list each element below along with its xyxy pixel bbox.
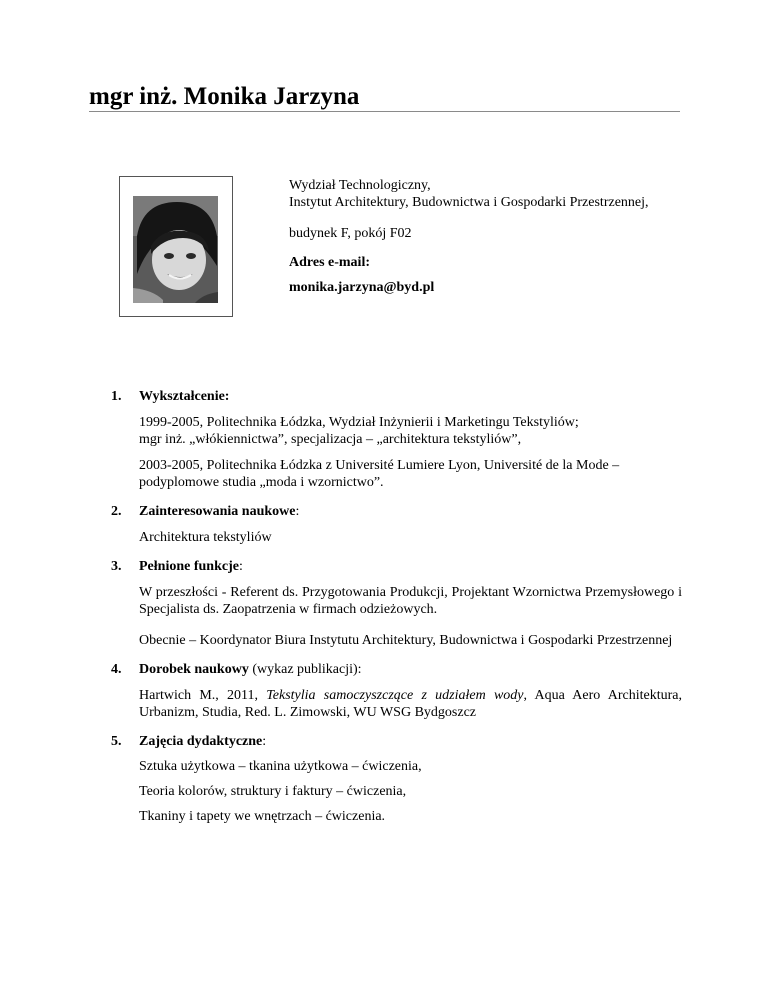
publication-details: , Aqua Aero Architektura, Urbanizm, Studia, Red. L. Zimowski, WU WSG Bydgoszcz (139, 688, 682, 720)
publication-title: Tekstylia samoczyszczące z udziałem wody (266, 688, 524, 703)
section-publications (111, 661, 682, 721)
education-entry (139, 414, 682, 448)
course-item: Sztuka użytkowa – tkanina użytkowa – ćwiczenia, (139, 759, 422, 774)
faculty-name: Wydział Technologiczny, (289, 178, 431, 193)
cv-sections (111, 388, 682, 837)
section-heading: Wykształcenie: (139, 389, 230, 404)
institute-name: Instytut Architektury, Budownictwa i Gospodarki Przestrzennej, (289, 195, 649, 210)
section-heading (139, 558, 682, 575)
section-functions (111, 558, 682, 649)
portrait-photo (133, 196, 218, 303)
publication-author: Hartwich M., 2011, (139, 688, 267, 703)
section-heading (139, 733, 682, 750)
page-title: mgr inż. Monika Jarzyna (89, 83, 360, 110)
education-line: 2003-2005, Politechnika Łódzka z Université Lumiere Lyon, Université de la Mode – (139, 458, 620, 473)
section-heading-suffix: (wykaz publikacji): (248, 662, 362, 677)
education-entry (139, 457, 682, 491)
section-education (111, 388, 682, 491)
section-research-interests (111, 503, 682, 546)
education-line: 1999-2005, Politechnika Łódzka, Wydział Inżynierii i Marketingu Tekstyliów; (139, 415, 579, 430)
research-interest: Architektura tekstyliów (139, 530, 272, 545)
section-heading-suffix: : (295, 504, 300, 519)
section-teaching (111, 733, 682, 825)
course-item: Tkaniny i tapety we wnętrzach – ćwiczenia. (139, 809, 386, 824)
section-heading (139, 661, 682, 678)
section-heading-suffix: : (262, 734, 267, 749)
section-number: 3. (111, 559, 122, 574)
education-line: podyplomowe studia „moda i wzornictwo”. (139, 475, 384, 490)
section-heading-suffix: : (238, 559, 243, 574)
title-divider (89, 111, 680, 112)
section-heading-text: Zainteresowania naukowe (139, 504, 296, 519)
function-current: Obecnie – Koordynator Biura Instytutu Architektury, Budownictwa i Gospodarki Przestrzennej (139, 633, 673, 648)
email-label: Adres e-mail: (289, 255, 370, 270)
section-number: 4. (111, 662, 122, 677)
room-location: budynek F, pokój F02 (289, 226, 412, 241)
portrait-image (133, 196, 218, 303)
section-number: 1. (111, 389, 122, 404)
section-heading-text: Zajęcia dydaktyczne (139, 734, 263, 749)
function-past: W przeszłości - Referent ds. Przygotowania Produkcji, Projektant Wzornictwa Przemysłowego i Specjalista ds. Zaopatrzenia w firmach odzieżowych. (139, 585, 682, 617)
publication-entry (139, 687, 682, 721)
email-address[interactable]: monika.jarzyna@byd.pl (289, 280, 435, 295)
section-number: 5. (111, 734, 122, 749)
contact-block (289, 177, 649, 296)
course-item: Teoria kolorów, struktury i faktury – ćwiczenia, (139, 784, 407, 799)
section-number: 2. (111, 504, 122, 519)
section-heading (139, 503, 682, 520)
portrait-frame (119, 176, 233, 317)
education-line: mgr inż. „włókiennictwa”, specjalizacja – „architektura tekstyliów”, (139, 432, 522, 447)
section-heading-text: Pełnione funkcje (139, 559, 239, 574)
section-heading-text: Dorobek naukowy (139, 662, 249, 677)
